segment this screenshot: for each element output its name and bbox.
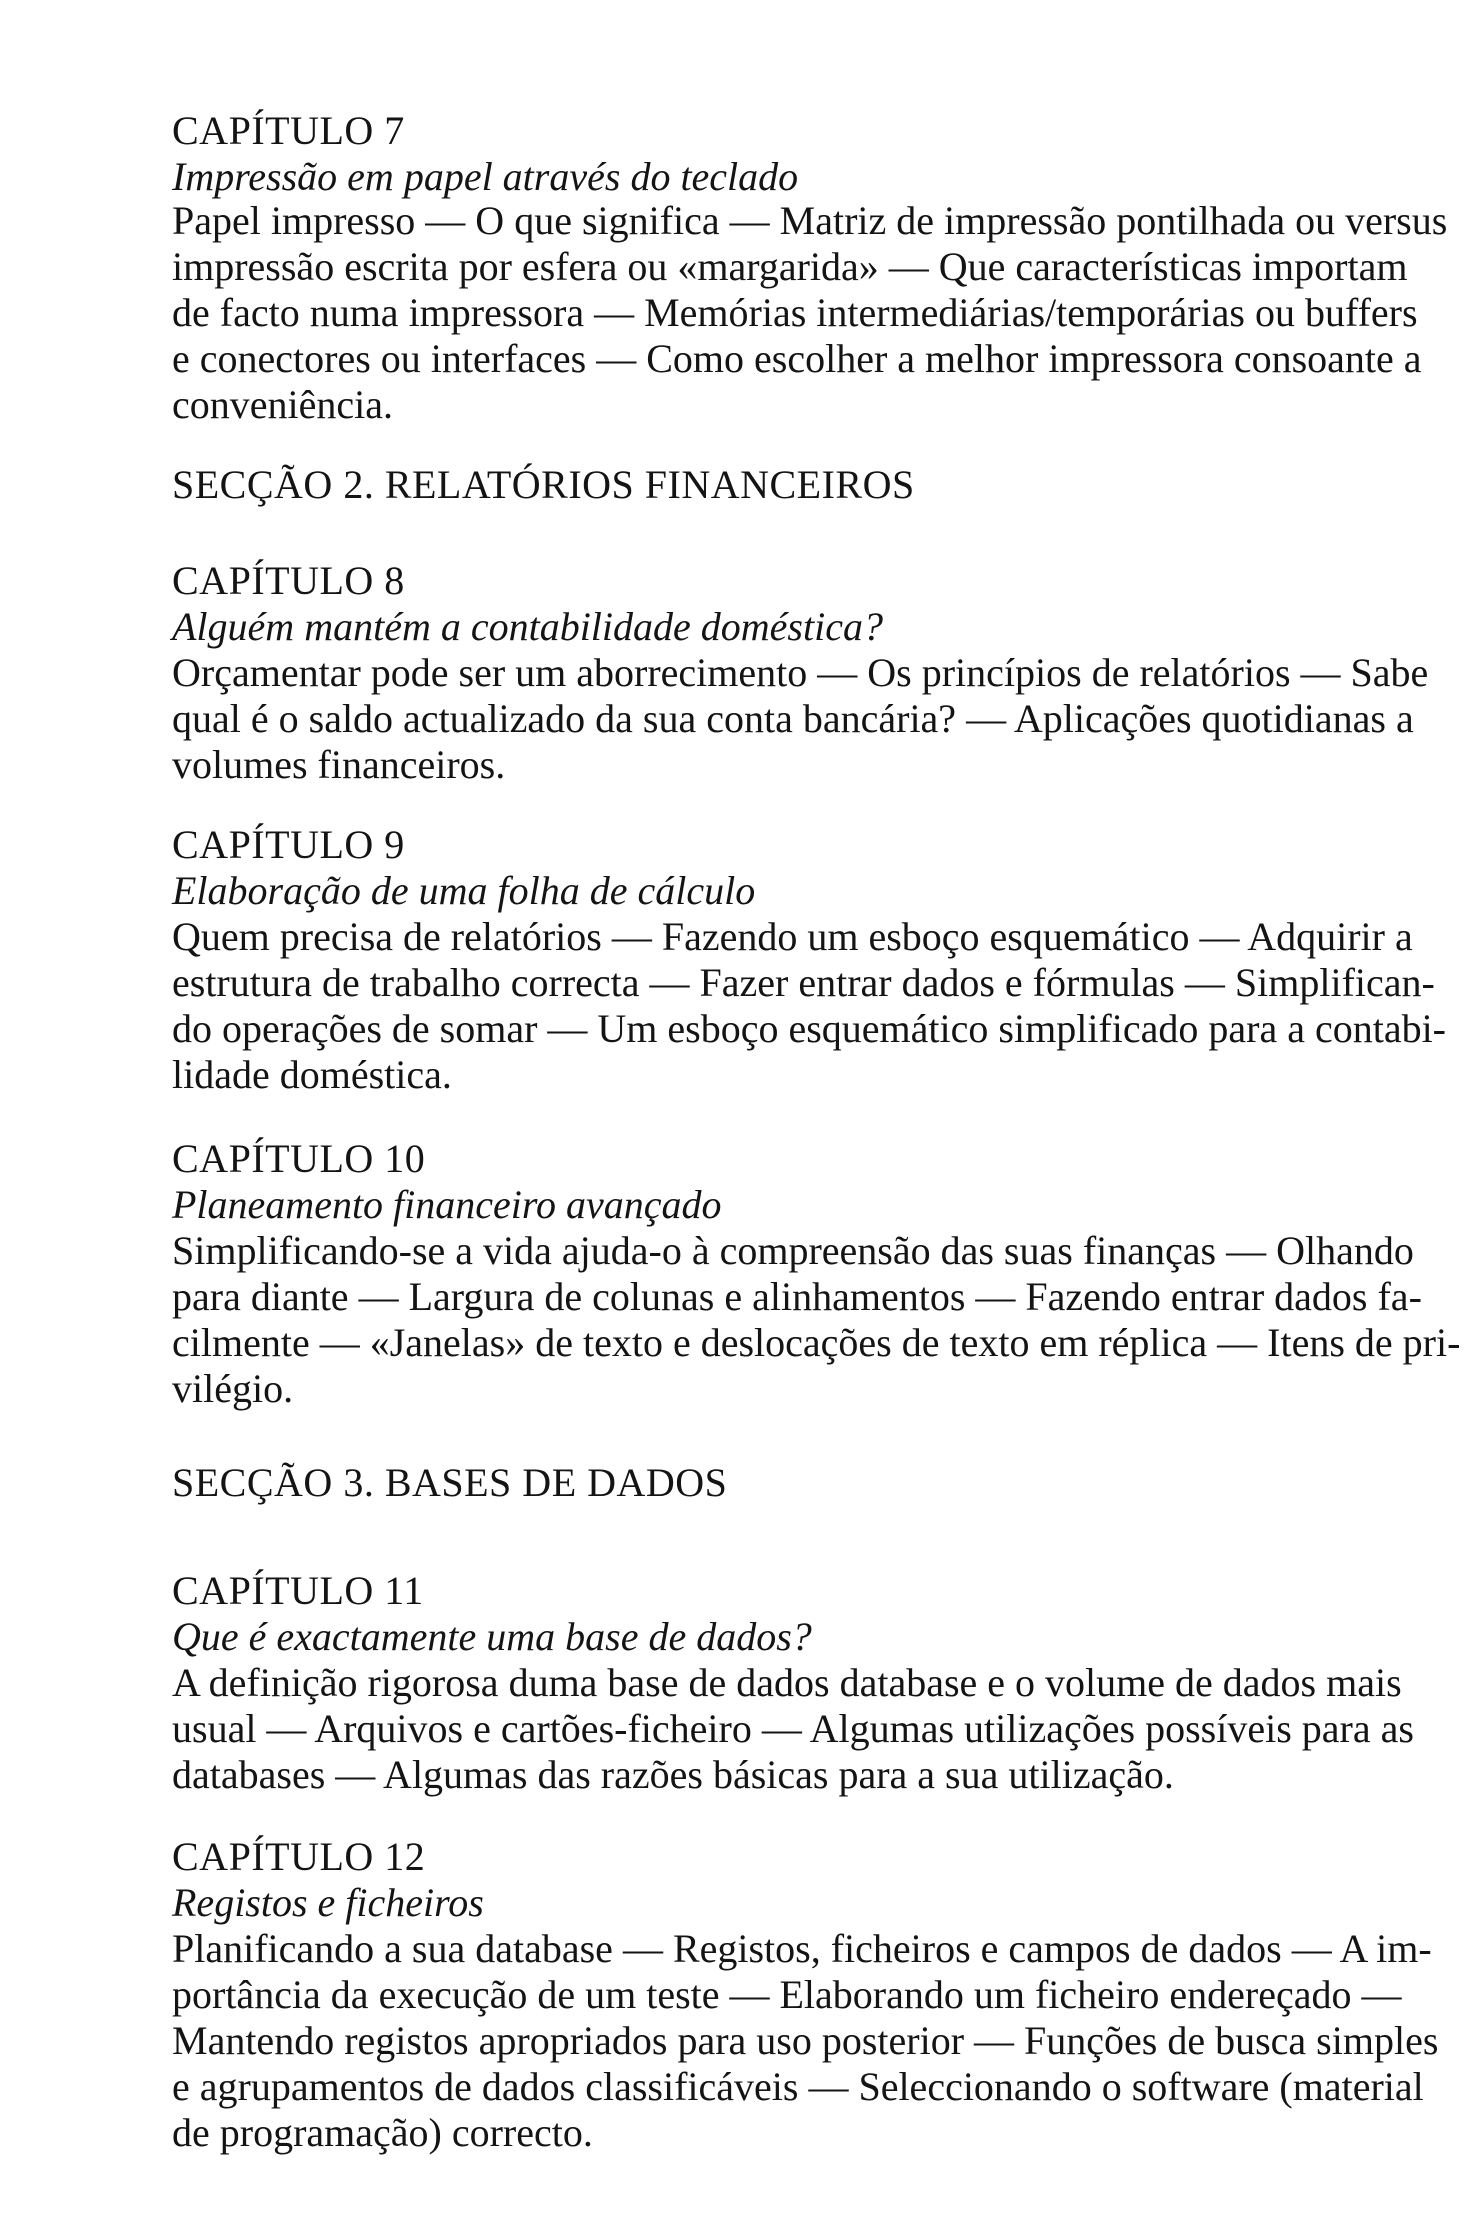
chapter-12-title: Registos e ficheiros [172, 1880, 484, 1925]
chapter-10-description-line: cilmente — «Janelas» de texto e deslocações de texto em réplica — Itens de pri- [172, 1320, 1461, 1365]
section-3-heading: SECÇÃO 3. BASES DE DADOS [172, 1460, 728, 1505]
chapter-11-heading: CAPÍTULO 11 [172, 1568, 424, 1613]
chapter-8-description-line: Orçamentar pode ser um aborrecimento — Os princípios de relatórios — Sabe [172, 650, 1429, 695]
chapter-12-description-line: e agrupamentos de dados classificáveis — Seleccionando o software (material [172, 2064, 1424, 2109]
chapter-12-description-line: de programação) correcto. [172, 2110, 593, 2155]
chapter-8-description-line: qual é o saldo actualizado da sua conta bancária? — Aplicações quotidianas a [172, 696, 1414, 741]
chapter-8-description-line: volumes financeiros. [172, 742, 506, 787]
chapter-9-title: Elaboração de uma folha de cálculo [172, 868, 756, 913]
chapter-11-title: Que é exactamente uma base de dados? [172, 1614, 812, 1659]
chapter-12-description-line: Planificando a sua database — Registos, ficheiros e campos de dados — A im- [172, 1926, 1432, 1971]
chapter-7-description-line: Papel impresso — O que significa — Matriz de impressão pontilhada ou versus [172, 198, 1448, 243]
chapter-9-description-line: lidade doméstica. [172, 1052, 452, 1097]
chapter-7-description-line: conveniência. [172, 382, 393, 427]
chapter-9-description-line: estrutura de trabalho correcta — Fazer entrar dados e fórmulas — Simplifican- [172, 960, 1435, 1005]
chapter-7-description [172, 198, 1462, 428]
chapter-8-title: Alguém mantém a contabilidade doméstica? [172, 604, 883, 649]
chapter-11-description-line: usual — Arquivos e cartões-ficheiro — Algumas utilizações possíveis para as [172, 1706, 1414, 1751]
section-2-heading: SECÇÃO 2. RELATÓRIOS FINANCEIROS [172, 462, 915, 507]
chapter-11-description [172, 1660, 1462, 1798]
chapter-9-description-line: Quem precisa de relatórios — Fazendo um esboço esquemático — Adquirir a [172, 914, 1413, 959]
chapter-12-description-line: portância da execução de um teste — Elaborando um ficheiro endereçado — [172, 1972, 1402, 2017]
chapter-9-description [172, 914, 1462, 1098]
chapter-7-description-line: e conectores ou interfaces — Como escolher a melhor impressora consoante a [172, 336, 1422, 381]
chapter-11-description-line: databases — Algumas das razões básicas para a sua utilização. [172, 1752, 1174, 1797]
chapter-12-description [172, 1926, 1462, 2156]
chapter-10-heading: CAPÍTULO 10 [172, 1136, 426, 1181]
chapter-7-description-line: impressão escrita por esfera ou «margarida» — Que características importam [172, 244, 1408, 289]
chapter-8-description [172, 650, 1462, 788]
chapter-10-title: Planeamento financeiro avançado [172, 1182, 722, 1227]
chapter-10-description-line: para diante — Largura de colunas e alinhamentos — Fazendo entrar dados fa- [172, 1274, 1422, 1319]
chapter-7-title: Impressão em papel através do teclado [172, 154, 799, 199]
chapter-9-description-line: do operações de somar — Um esboço esquemático simplificado para a contabi- [172, 1006, 1447, 1051]
chapter-8-heading: CAPÍTULO 8 [172, 558, 405, 603]
chapter-12-heading: CAPÍTULO 12 [172, 1834, 426, 1879]
chapter-9-heading: CAPÍTULO 9 [172, 822, 405, 867]
chapter-10-description-line: vilégio. [172, 1366, 294, 1411]
chapter-10-description [172, 1228, 1462, 1412]
chapter-11-description-line: A definição rigorosa duma base de dados database e o volume de dados mais [172, 1660, 1402, 1705]
chapter-10-description-line: Simplificando-se a vida ajuda-o à compreensão das suas finanças — Olhando [172, 1228, 1414, 1273]
chapter-7-description-line: de facto numa impressora — Memórias intermediárias/temporárias ou buffers [172, 290, 1418, 335]
chapter-12-description-line: Mantendo registos apropriados para uso posterior — Funções de busca simples [172, 2018, 1439, 2063]
chapter-7-heading: CAPÍTULO 7 [172, 108, 405, 153]
